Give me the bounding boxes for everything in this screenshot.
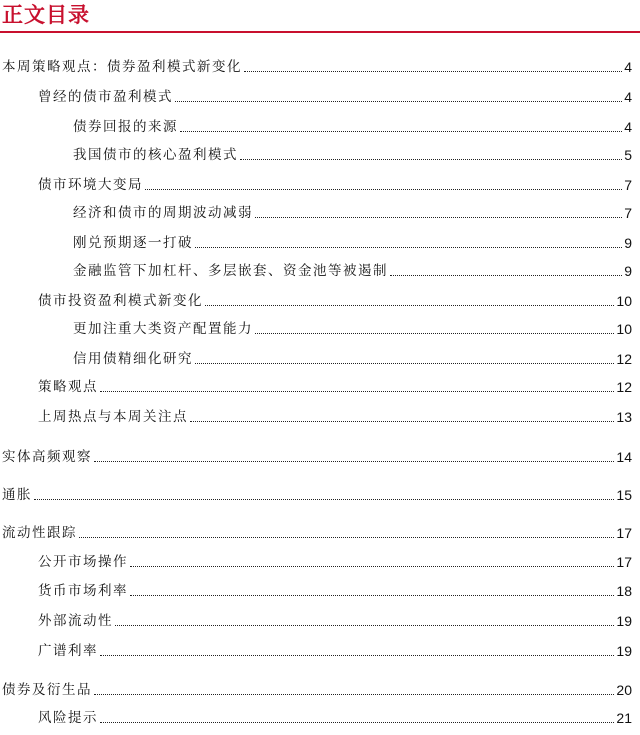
toc-entry-page-number: 19: [616, 643, 632, 659]
dot-leader: [145, 189, 622, 190]
toc-entry[interactable]: [2, 522, 632, 542]
toc-entry-label: 我国债市的核心盈利模式: [73, 147, 238, 163]
toc-entry-page-number: 12: [616, 379, 632, 395]
dot-leader: [190, 421, 614, 422]
toc-entry-page-number: 21: [616, 710, 632, 726]
toc-entry-label: 债市投资盈利模式新变化: [38, 293, 203, 309]
dot-leader: [79, 537, 614, 538]
toc-entry-page-number: 9: [624, 235, 632, 251]
toc-entry-page-number: 17: [616, 554, 632, 570]
toc-entry[interactable]: [73, 318, 632, 338]
toc-entry[interactable]: [2, 446, 632, 466]
toc-entry-page-number: 4: [624, 119, 632, 135]
dot-leader: [100, 722, 614, 723]
toc-entry-page-number: 7: [624, 177, 632, 193]
toc-entry-page-number: 10: [616, 293, 632, 309]
toc-entry-label: 经济和债市的周期波动减弱: [73, 205, 253, 221]
toc-entry[interactable]: [38, 174, 632, 194]
toc-entry-page-number: 15: [616, 487, 632, 503]
toc-entry[interactable]: [2, 56, 632, 76]
toc-entry-page-number: 12: [616, 351, 632, 367]
toc-entry[interactable]: [38, 376, 632, 396]
toc-entry-label: 货币市场利率: [38, 583, 128, 599]
dot-leader: [255, 217, 622, 218]
dot-leader: [255, 333, 614, 334]
toc-entry-page-number: 19: [616, 613, 632, 629]
toc-entry[interactable]: [73, 232, 632, 252]
dot-leader: [205, 305, 614, 306]
toc-entry-label: 流动性跟踪: [2, 525, 77, 541]
toc-entry[interactable]: [38, 640, 632, 660]
toc-entry-label: 刚兑预期逐一打破: [73, 235, 193, 251]
toc-entry[interactable]: [73, 116, 632, 136]
toc-entry[interactable]: [38, 86, 632, 106]
toc-entry[interactable]: [38, 610, 632, 630]
dot-leader: [34, 499, 614, 500]
toc-entry[interactable]: [38, 580, 632, 600]
dot-leader: [130, 566, 614, 567]
toc-entry-label: 曾经的债市盈利模式: [38, 89, 173, 105]
toc-entry-label: 上周热点与本周关注点: [38, 409, 188, 425]
dot-leader: [175, 101, 622, 102]
dot-leader: [240, 159, 622, 160]
dot-leader: [244, 71, 622, 72]
dot-leader: [130, 595, 614, 596]
toc-entry-label: 风险提示: [38, 710, 98, 726]
toc-entry-page-number: 7: [624, 205, 632, 221]
toc-entry-label: 债市环境大变局: [38, 177, 143, 193]
toc-entry-page-number: 13: [616, 409, 632, 425]
toc-entry-page-number: 14: [616, 449, 632, 465]
toc-entry-label: 更加注重大类资产配置能力: [73, 321, 253, 337]
dot-leader: [115, 625, 614, 626]
toc-entry-label: 信用债精细化研究: [73, 351, 193, 367]
toc-entry-label: 外部流动性: [38, 613, 113, 629]
toc-entry-label: 债券及衍生品: [2, 682, 92, 698]
toc-entry-page-number: 4: [624, 59, 632, 75]
dot-leader: [195, 363, 614, 364]
toc-entry-label: 通胀: [2, 487, 32, 503]
toc-entry-label: 金融监管下加杠杆、多层嵌套、资金池等被遏制: [73, 263, 388, 279]
dot-leader: [94, 461, 614, 462]
toc-entry-label: 本周策略观点：债券盈利模式新变化: [2, 59, 242, 75]
toc-entry-page-number: 4: [624, 89, 632, 105]
dot-leader: [100, 655, 614, 656]
toc-entry[interactable]: [73, 144, 632, 164]
dot-leader: [195, 247, 622, 248]
dot-leader: [390, 275, 622, 276]
toc-entry-page-number: 20: [616, 682, 632, 698]
dot-leader: [180, 131, 622, 132]
toc-entry-label: 策略观点: [38, 379, 98, 395]
dot-leader: [100, 391, 614, 392]
toc-title: 正文目录: [2, 2, 90, 27]
toc-entry-label: 广谱利率: [38, 643, 98, 659]
dot-leader: [94, 694, 614, 695]
toc-entry[interactable]: [38, 551, 632, 571]
toc-entry[interactable]: [38, 707, 632, 727]
toc-entry[interactable]: [73, 348, 632, 368]
toc-entry[interactable]: [2, 679, 632, 699]
toc-entry-label: 债券回报的来源: [73, 119, 178, 135]
toc-entry[interactable]: [73, 260, 632, 280]
toc-entry-label: 实体高频观察: [2, 449, 92, 465]
toc-entry-label: 公开市场操作: [38, 554, 128, 570]
toc-entry-page-number: 9: [624, 263, 632, 279]
toc-entry[interactable]: [38, 290, 632, 310]
toc-entry-page-number: 5: [624, 147, 632, 163]
toc-entry[interactable]: [38, 406, 632, 426]
toc-entry[interactable]: [73, 202, 632, 222]
toc-entry-page-number: 17: [616, 525, 632, 541]
toc-entry[interactable]: [2, 484, 632, 504]
title-divider: [0, 31, 640, 33]
toc-entry-page-number: 18: [616, 583, 632, 599]
toc-entry-page-number: 10: [616, 321, 632, 337]
